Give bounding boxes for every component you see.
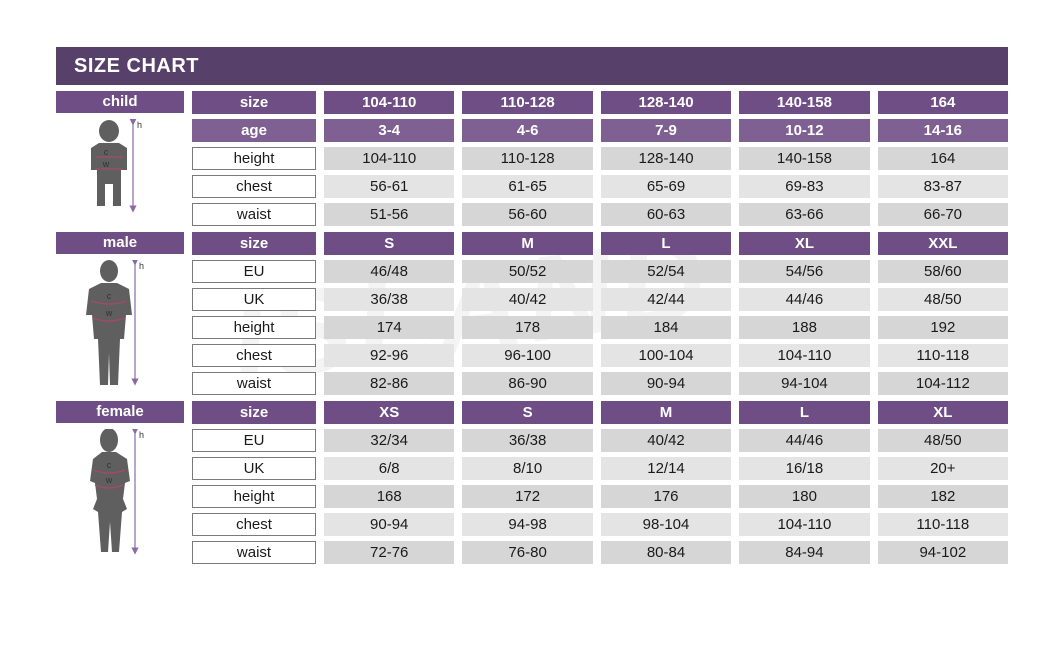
row-label: UK <box>192 457 316 480</box>
table-cell: 110-128 <box>462 147 592 170</box>
table-row <box>192 485 1008 508</box>
category-header-child: child <box>56 91 184 113</box>
table-cell: 54/56 <box>739 260 869 283</box>
table-cell: 60-63 <box>601 203 731 226</box>
table-cell: 98-104 <box>601 513 731 536</box>
table-cell: 104-110 <box>324 91 454 114</box>
table-cell: 80-84 <box>601 541 731 564</box>
table-cell: 52/54 <box>601 260 731 283</box>
table-cell: 128-140 <box>601 91 731 114</box>
table-cell: 58/60 <box>878 260 1008 283</box>
table-row <box>192 175 1008 198</box>
table-cell: 12/14 <box>601 457 731 480</box>
table-cell: 86-90 <box>462 372 592 395</box>
table-cell: 10-12 <box>739 119 869 142</box>
table-cell: 66-70 <box>878 203 1008 226</box>
table-row <box>192 119 1008 142</box>
table-cell: 104-110 <box>324 147 454 170</box>
table-cell: 110-118 <box>878 344 1008 367</box>
category-header-male: male <box>56 232 184 254</box>
table-cell: L <box>739 401 869 424</box>
table-cell: 164 <box>878 147 1008 170</box>
table-cell: 182 <box>878 485 1008 508</box>
table-cell: L <box>601 232 731 255</box>
table-row <box>192 288 1008 311</box>
table-cell: 104-110 <box>739 513 869 536</box>
table-cell: 56-61 <box>324 175 454 198</box>
row-label: chest <box>192 513 316 536</box>
rows-column-male <box>192 232 1008 395</box>
figure-column-female <box>56 401 184 564</box>
table-cell: 110-118 <box>878 513 1008 536</box>
table-cell: 3-4 <box>324 119 454 142</box>
row-label: chest <box>192 344 316 367</box>
table-cell: 82-86 <box>324 372 454 395</box>
table-cell: 48/50 <box>878 288 1008 311</box>
male-body-icon <box>56 254 184 417</box>
table-row <box>192 91 1008 114</box>
table-cell: 72-76 <box>324 541 454 564</box>
table-cell: 48/50 <box>878 429 1008 452</box>
row-label: size <box>192 232 316 255</box>
table-cell: S <box>324 232 454 255</box>
size-chart-document <box>56 47 1008 564</box>
table-cell: M <box>601 401 731 424</box>
table-cell: 176 <box>601 485 731 508</box>
table-cell: 188 <box>739 316 869 339</box>
female-body-icon <box>56 423 184 586</box>
category-header-female: female <box>56 401 184 423</box>
row-label: EU <box>192 260 316 283</box>
svg-text:c: c <box>106 291 112 301</box>
table-cell: 94-102 <box>878 541 1008 564</box>
row-label: height <box>192 316 316 339</box>
table-cell: 90-94 <box>324 513 454 536</box>
table-cell: 16/18 <box>739 457 869 480</box>
table-cell: 140-158 <box>739 147 869 170</box>
table-cell: 50/52 <box>462 260 592 283</box>
svg-text:c: c <box>103 147 109 157</box>
table-cell: 104-110 <box>739 344 869 367</box>
table-cell: 164 <box>878 91 1008 114</box>
table-row <box>192 260 1008 283</box>
table-row <box>192 316 1008 339</box>
table-cell: 61-65 <box>462 175 592 198</box>
rows-column-child <box>192 91 1008 226</box>
row-label: chest <box>192 175 316 198</box>
table-cell: 174 <box>324 316 454 339</box>
table-cell: 40/42 <box>462 288 592 311</box>
table-cell: 178 <box>462 316 592 339</box>
table-row <box>192 401 1008 424</box>
table-cell: 32/34 <box>324 429 454 452</box>
page-title: SIZE CHART <box>74 54 199 77</box>
table-cell: XL <box>739 232 869 255</box>
svg-text:w: w <box>105 475 113 485</box>
svg-text:c: c <box>106 460 112 470</box>
table-cell: 172 <box>462 485 592 508</box>
table-cell: 8/10 <box>462 457 592 480</box>
figure-column-male <box>56 232 184 395</box>
table-cell: 69-83 <box>739 175 869 198</box>
child-body-icon <box>56 113 184 248</box>
table-cell: 96-100 <box>462 344 592 367</box>
size-block-female <box>56 401 1008 564</box>
table-cell: 92-96 <box>324 344 454 367</box>
table-cell: 42/44 <box>601 288 731 311</box>
table-cell: 94-104 <box>739 372 869 395</box>
row-label: size <box>192 91 316 114</box>
table-cell: 65-69 <box>601 175 731 198</box>
table-cell: 36/38 <box>324 288 454 311</box>
table-cell: 56-60 <box>462 203 592 226</box>
table-cell: S <box>462 401 592 424</box>
table-cell: 128-140 <box>601 147 731 170</box>
table-cell: XS <box>324 401 454 424</box>
size-chart-blocks <box>56 91 1008 564</box>
table-row <box>192 147 1008 170</box>
svg-text:w: w <box>102 159 110 169</box>
table-cell: M <box>462 232 592 255</box>
row-label: size <box>192 401 316 424</box>
table-cell: 94-98 <box>462 513 592 536</box>
table-cell: 180 <box>739 485 869 508</box>
table-cell: 84-94 <box>739 541 869 564</box>
table-row <box>192 513 1008 536</box>
table-cell: 100-104 <box>601 344 731 367</box>
table-cell: 140-158 <box>739 91 869 114</box>
table-cell: 51-56 <box>324 203 454 226</box>
title-bar <box>56 47 1008 85</box>
size-block-male <box>56 232 1008 395</box>
table-cell: 184 <box>601 316 731 339</box>
table-cell: 4-6 <box>462 119 592 142</box>
table-cell: 7-9 <box>601 119 731 142</box>
table-cell: XL <box>878 401 1008 424</box>
table-row <box>192 344 1008 367</box>
table-row <box>192 203 1008 226</box>
table-cell: 83-87 <box>878 175 1008 198</box>
row-label: waist <box>192 372 316 395</box>
table-cell: 46/48 <box>324 260 454 283</box>
row-label: height <box>192 485 316 508</box>
table-cell: 110-128 <box>462 91 592 114</box>
svg-text:w: w <box>105 308 113 318</box>
table-cell: 90-94 <box>601 372 731 395</box>
table-cell: 44/46 <box>739 288 869 311</box>
table-cell: 104-112 <box>878 372 1008 395</box>
table-cell: 76-80 <box>462 541 592 564</box>
row-label: height <box>192 147 316 170</box>
table-cell: 192 <box>878 316 1008 339</box>
table-row <box>192 232 1008 255</box>
svg-text:h: h <box>139 261 145 271</box>
table-cell: 36/38 <box>462 429 592 452</box>
row-label: EU <box>192 429 316 452</box>
table-row <box>192 541 1008 564</box>
table-cell: 44/46 <box>739 429 869 452</box>
row-label: UK <box>192 288 316 311</box>
size-block-child <box>56 91 1008 226</box>
table-cell: 6/8 <box>324 457 454 480</box>
table-row <box>192 429 1008 452</box>
table-row <box>192 457 1008 480</box>
svg-text:h: h <box>137 120 143 130</box>
table-cell: 40/42 <box>601 429 731 452</box>
row-label: age <box>192 119 316 142</box>
rows-column-female <box>192 401 1008 564</box>
figure-column-child <box>56 91 184 226</box>
table-cell: 168 <box>324 485 454 508</box>
table-cell: XXL <box>878 232 1008 255</box>
table-cell: 14-16 <box>878 119 1008 142</box>
row-label: waist <box>192 541 316 564</box>
table-row <box>192 372 1008 395</box>
table-cell: 20+ <box>878 457 1008 480</box>
row-label: waist <box>192 203 316 226</box>
svg-text:h: h <box>139 430 145 440</box>
table-cell: 63-66 <box>739 203 869 226</box>
